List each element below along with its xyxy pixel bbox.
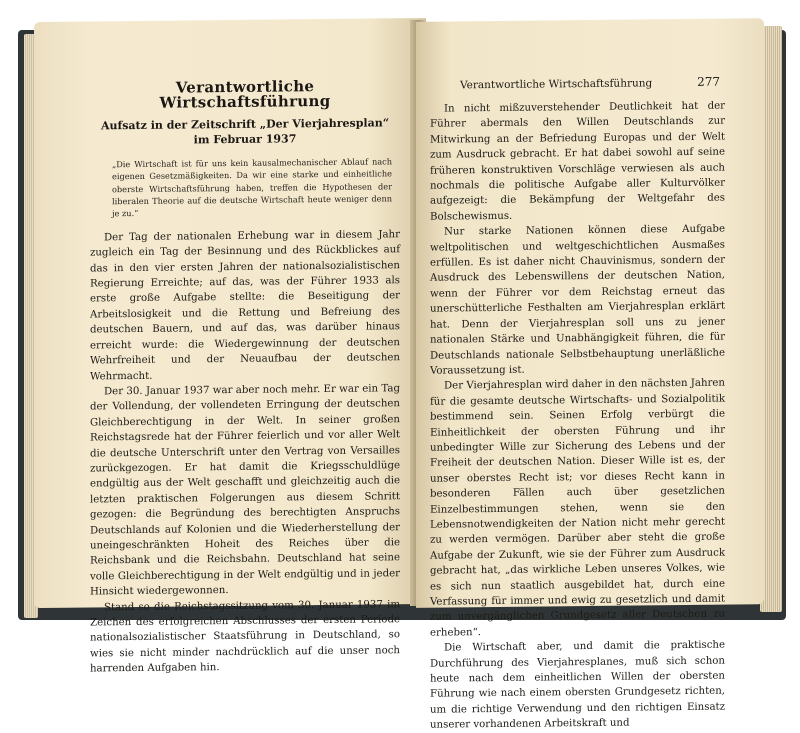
running-head [460,75,720,92]
paragraph: Der Tag der nationalen Erhebung war in diesem Jahr zugleich ein Tag der Besinnung und des Rückblickes auf das in den vier ersten Jahren der nationalsozialistischen Regierung Erreichte; auf das, was der Führer 1933 als erste große Aufgabe stellte: die Beseitigung der Arbeitslosigkeit und die Rettung und Befreiung des deutschen Bauern, und auf das, was darüber hinaus erreicht wurde: die Wiedergewinnung der deutschen Wehrfreiheit und der Neuaufbau der deutschen Wehrmacht. [90,229,400,382]
chapter-title: Verantwortliche Wirtschaftsführung [159,77,331,113]
chapter-subtitle-2: im Februar 1937 [193,132,297,147]
paragraph: Der Vierjahresplan wird daher in den nächsten Jahren für die gesamte deutsche Wirtschafts- und Sozialpolitik bestimmend sein. Seinen Erfolg verbürgt die Einheitlichkeit der obersten Führung und ihr unbedingter Wille zur Sicherung des Lebens und der Freiheit der deutschen Nation. Dieser Wille ist es, der unser oberstes Recht ist; vor dieses Recht kann in besonderen Fällen auch über gesetzlichen Einzelbestimmungen stehen, wenn sie den Lebensnotwendigkeiten der Nation nicht mehr gerecht zu werden vermögen. Darüber aber steht die große Aufgabe der Zukunft, wie sie der Führer zum Ausdruck gebracht hat, „das wirkliche Leben unseres Volkes, wie es sich nun staatlich ausgebildet hat, durch eine Verfassung für immer und ewig zu gesetzlich und damit zum unvergänglichen Grundgesetz aller Deutschen zu erheben“. [430,377,725,639]
paragraph: Nur starke Nationen können diese Aufgabe weltpolitischen und weltgeschichtlichen Ausmaßes erfüllen. Es ist daher nicht Chauvinismus, sondern der Ausdruck des Lebenswillens der deutschen Nation, wenn der Führer vor dem Reichstag erneut das unerschütterliche Festhalten am Vierjahresplan erklärt hat. Denn der Vierjahresplan soll uns zu jener nationalen Stärke und Unabhängigkeit führen, die für Deutschlands nationale Selbstbehauptung unerläßliche Voraussetzung ist. [430,223,725,377]
paragraph: Stand so die Reichstagssitzung vom 30. Januar 1937 im Zeichen des erfolgreichen Abschlusses der ersten Periode nationalsozialistischer Staatsführung in Deutschland, so wies sie nicht minder nachdrücklich auf die unser noch harrenden Aufgaben hin. [90,598,400,675]
chapter-subtitle-1: Aufsatz in der Zeitschrift „Der Vierjahresplan“ [100,116,390,133]
running-head-title: Verantwortliche Wirtschaftsführung [460,77,653,92]
left-page-text [90,78,400,677]
paragraph: In nicht mißzuverstehender Deutlichkeit hat der Führer abermals den Willen Deutschlands zur Mitwirkung an der Befriedung Europas und der Welt zum Ausdruck gebracht. Er hat dabei sowohl auf seine früheren konstruktiven Vorschläge verwiesen als auch nochmals die politische Aufgabe aller Kulturvölker aufgezeigt: die Bekämpfung der Weltgefahr des Bolschewismus. [430,100,725,223]
page-number: 277 [697,74,720,89]
epigraph-quote: „Die Wirtschaft ist für uns kein kausalmechanischer Ablauf nach eigenen Gesetzmäßigkeiten. Da wir eine starke und einheitliche oberste Wirtschaftsführung haben, treffen die Hypothesen der liberalen Theorie auf die deutsche Wirtschaft heute weniger denn je zu.“ [112,156,392,219]
right-page-text [430,99,725,733]
open-book [18,12,786,731]
paragraph: Die Wirtschaft aber, und damit die praktische Durchführung des Vierjahresplanes, muß sich schon heute nach dem einheitlichen Willen der obersten Führung wie nach einem obersten Grundgesetz richten, um die richtige Verwendung und den richtigen Einsatz unserer vorhandenen Arbeitskraft und [430,639,725,731]
paragraph: Der 30. Januar 1937 war aber noch mehr. Er war ein Tag der Vollendung, der vollendeten Erringung der deutschen Gleichberechtigung in der Welt. In seiner großen Reichstagsrede hat der Führer feierlich und vor aller Welt die deutsche Unterschrift unter den Vertrag von Versailles zurückgezogen. Er hat damit die Kriegsschuldlüge endgültig aus der Welt geschafft und gleichzeitig auch die letzten praktischen Folgerungen aus diesem Schritt gezogen: die Begründung des berechtigten Anspruchs Deutschlands auf Kolonien und die Wiederherstellung der uneingeschränkten Hoheit des Reiches über die Reichsbank und die Reichsbahn. Deutschland hat seine volle Gleichberechtigung in der Welt endgültig und in jeder Hinsicht wiedergewonnen. [90,383,400,598]
right-page [416,18,764,731]
left-page [34,18,426,675]
